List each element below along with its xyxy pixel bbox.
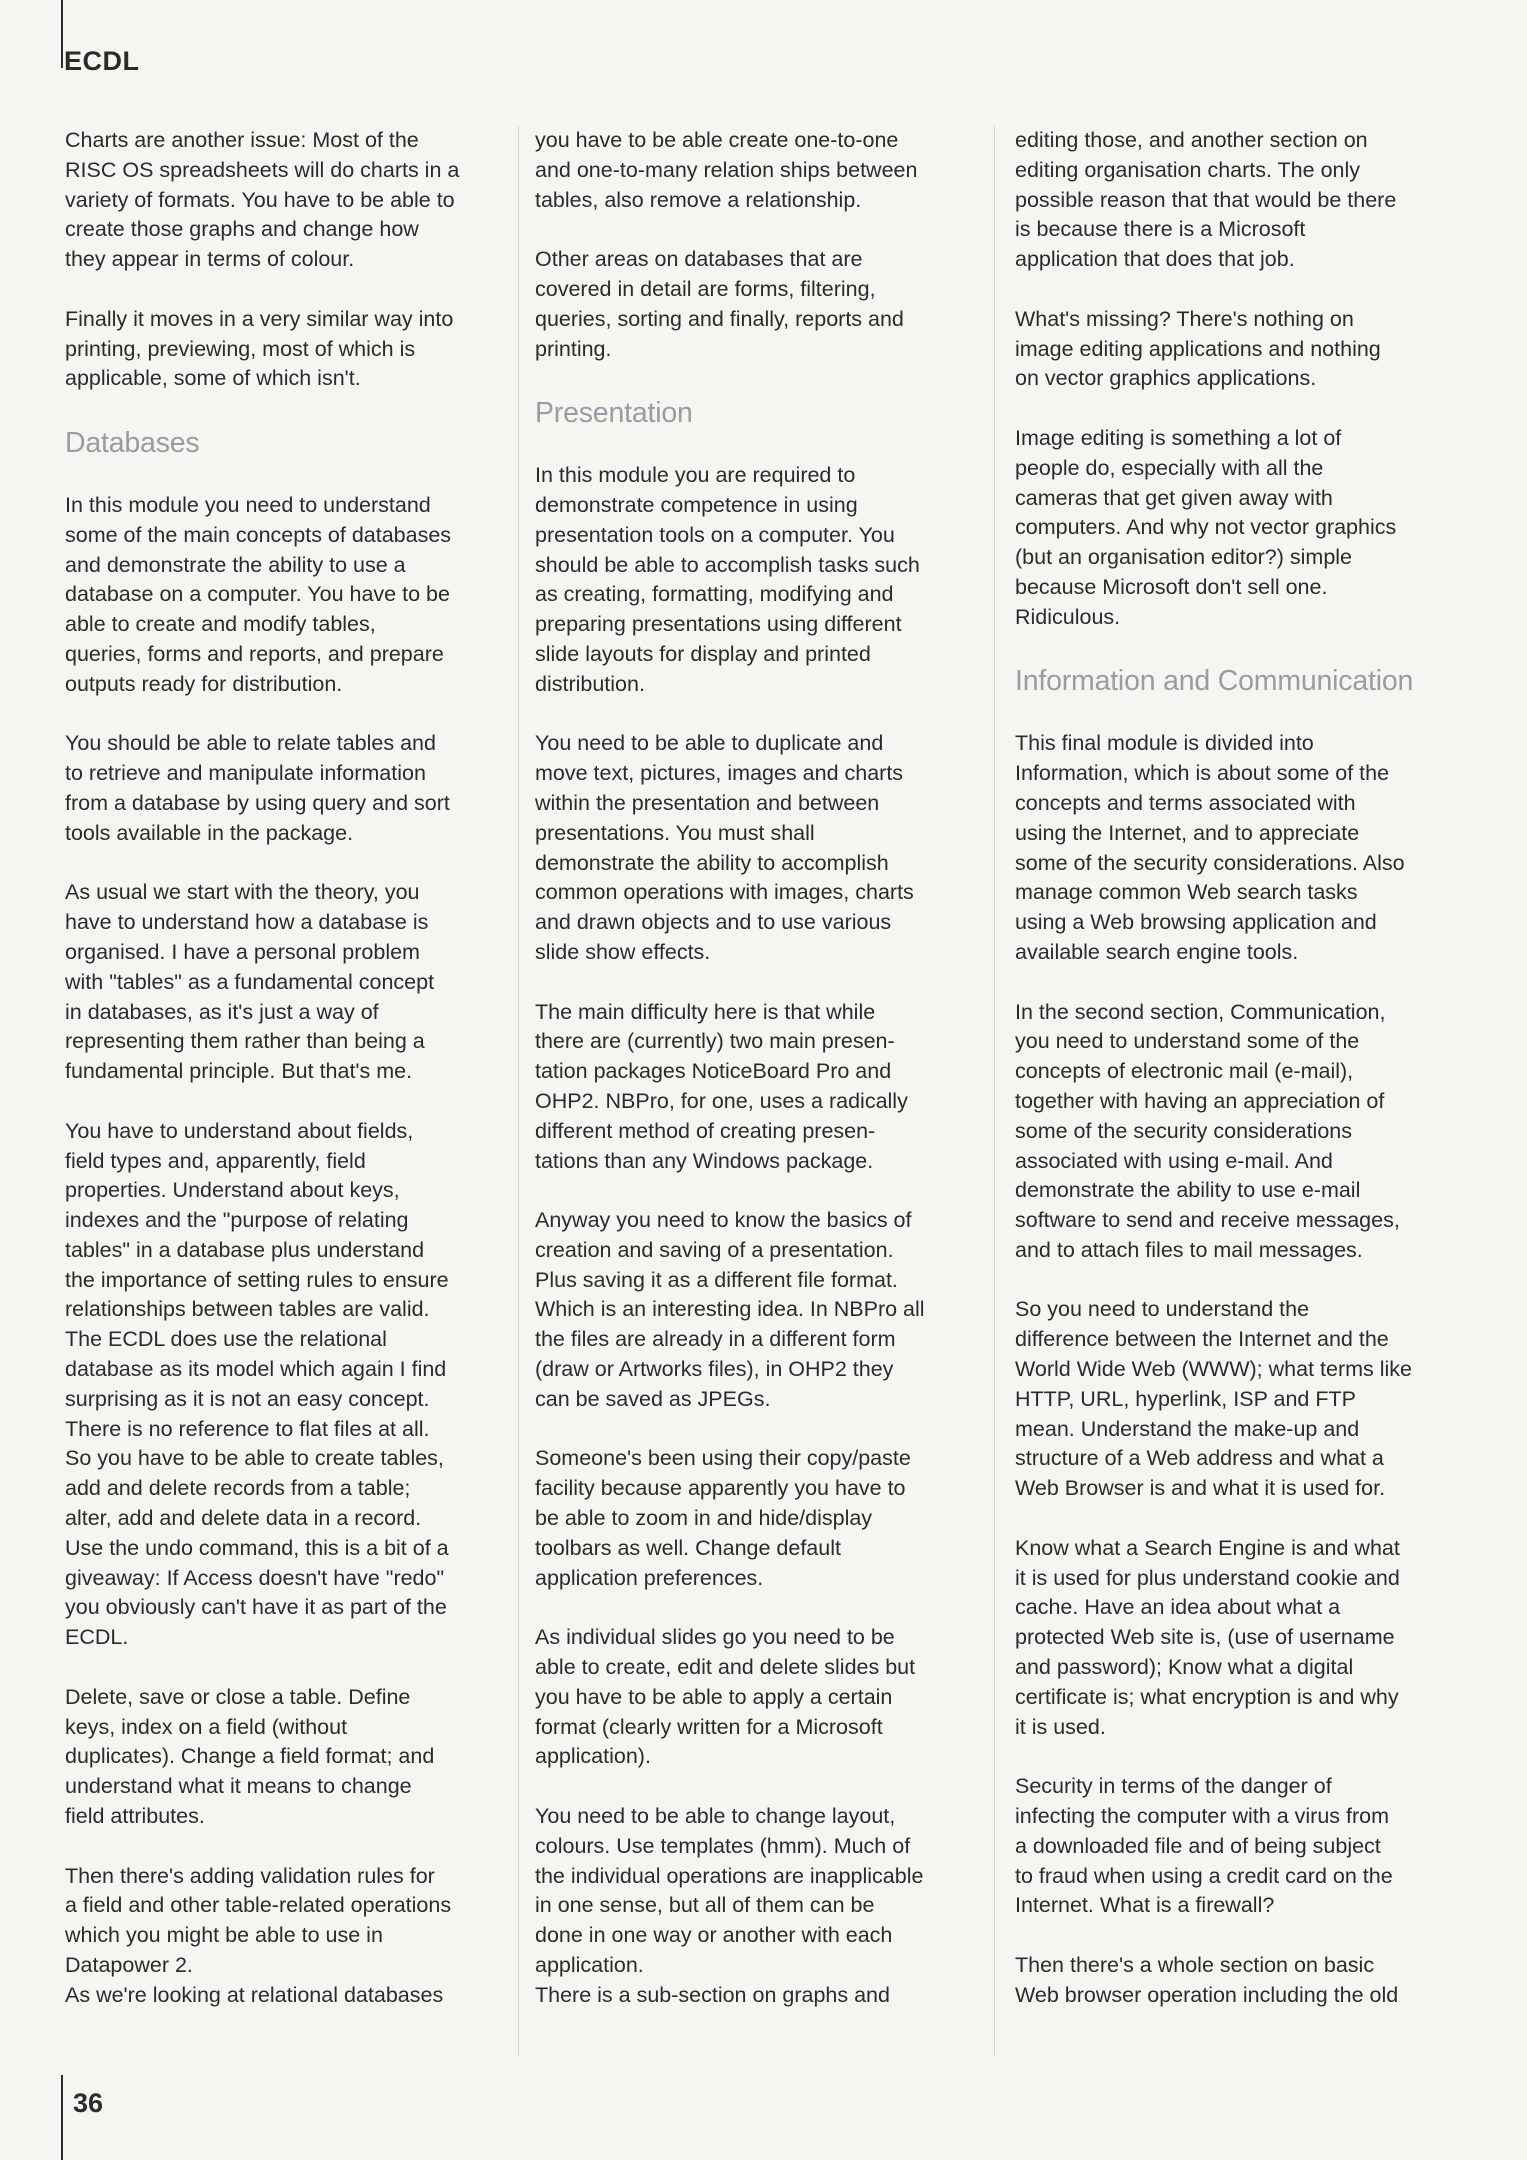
body-paragraph: In this module you need to understand some of the main concepts of databases and demonstrate the ability to use a database on a computer. You have to be able to create and modify tables, queries, forms and reports, and prepare outputs ready for distribution. <box>65 492 452 696</box>
body-paragraph: In this module you are required to demonstrate competence in using presentation tools on a computer. You should be able to accomplish tasks such as creating, formatting, modifying and preparing presentations using different slide layouts for display and printed distribution. <box>535 463 920 696</box>
body-paragraph: Delete, save or close a table. Define keys, index on a field (without duplicates). Change a field format; and understand what it means to change field attributes. <box>65 1684 435 1829</box>
body-paragraph: Finally it moves in a very similar way into printing, previewing, most of which is applicable, some of which isn't. <box>65 306 454 391</box>
running-header-title: ECDL <box>64 46 140 76</box>
body-paragraph: What's missing? There's nothing on image editing applications and nothing on vector graphics applications. <box>1015 306 1381 391</box>
body-paragraph: Know what a Search Engine is and what it is used for plus understand cookie and cache. Have an idea about what a protected Web site is, (use of username and password); Know what a digital certificate is; what encryption is and why it is used. <box>1015 1535 1400 1739</box>
body-paragraph: In the second section, Communication, you need to understand some of the concepts of electronic mail (e-mail), together with having an appreciation of some of the security considerations associated with using e-mail. And demonstrate the ability to use e-mail software to send and receive messages, and to attach files to mail messages. <box>1015 999 1400 1262</box>
body-paragraph: Image editing is something a lot of people do, especially with all the cameras that get given away with computers. And why not vector graphics (but an organisation editor?) simple because Microsoft don't sell one. Ridiculous. <box>1015 425 1397 629</box>
section-heading: Databases <box>65 426 200 459</box>
body-paragraph: Anyway you need to know the basics of creation and saving of a presentation. Plus saving it as a different file format. Which is an interesting idea. In NBPro all the files are already in a different form (draw or Artworks files), in OHP2 they can be saved as JPEGs. <box>535 1208 925 1411</box>
body-paragraph: As usual we start with the theory, you have to understand how a database is organised. I have a personal problem with "tables" as a fundamental concept in databases, as it's just a way of representing them rather than being a fundamental principle. But that's me. <box>65 880 435 1084</box>
body-paragraph: You should be able to relate tables and to retrieve and manipulate information from a database by using query and sort tools available in the package. <box>65 731 450 845</box>
body-paragraph: Someone's been using their copy/paste facility because apparently you have to be able to zoom in and hide/display toolbars as well. Change default application preferences. <box>535 1446 911 1590</box>
body-paragraph: You have to understand about fields, field types and, apparently, field properties. Understand about keys, indexes and the "purpose of relating tables" in a database plus understand the importance of setting rules to ensure relationships between tables are valid. The ECDL does use the relational database as its model which again I find surprising as it is not an easy concept. There is no reference to flat files at all. So you have to be able to create tables, add and delete records from a table; alter, add and delete data in a record. Use the undo command, this is a bit of a giveaway: If Access doesn't have "redo" you obviously can't have it as part of the ECDL. <box>65 1118 449 1650</box>
section-heading: Presentation <box>535 397 693 430</box>
body-paragraph: you have to be able create one-to-one and one-to-many relation ships between tables, also remove a relationship. <box>535 128 918 212</box>
page-number: 36 <box>73 2088 104 2118</box>
body-paragraph: Then there's adding validation rules for a field and other table-related operations which you might be able to use in Datapower 2. <box>65 1863 452 1978</box>
section-heading: Information and Communication <box>1015 665 1414 698</box>
body-paragraph: Then there's a whole section on basic Web browser operation including the old <box>1015 1953 1399 2007</box>
body-paragraph: Other areas on databases that are covered in detail are forms, filtering, queries, sorting and finally, reports and printing. <box>535 247 904 361</box>
body-paragraph: So you need to understand the difference between the Internet and the World Wide Web (WWW); what terms like HTTP, URL, hyperlink, ISP and FTP mean. Understand the make-up and structure of a Web address and what a Web Browser is and what it is used for. <box>1015 1297 1412 1501</box>
header-rule <box>61 0 63 68</box>
footer-rule <box>61 2075 63 2160</box>
body-paragraph: The main difficulty here is that while there are (currently) two main presen- tation packages NoticeBoard Pro and OHP2. NBPro, for one, uses a radically different method of creating presen- tations than any Windows package. <box>535 999 908 1173</box>
body-paragraph: editing those, and another section on editing organisation charts. The only possible reason that that would be there is because there is a Microsoft application that does that job. <box>1015 128 1397 272</box>
body-paragraph: Charts are another issue: Most of the RISC OS spreadsheets will do charts in a variety of formats. You have to be able to create those graphs and change how they appear in terms of colour. <box>65 128 460 272</box>
body-paragraph: As individual slides go you need to be able to create, edit and delete slides but you have to be able to apply a certain format (clearly written for a Microsoft application). <box>535 1625 916 1769</box>
text-column-3 <box>1015 126 1465 2040</box>
body-paragraph: You need to be able to duplicate and move text, pictures, images and charts within the presentation and between presentations. You must shall demonstrate the ability to accomplish common operations with images, charts and drawn objects and to use various slide show effects. <box>535 731 914 964</box>
body-paragraph: As we're looking at relational databases <box>65 1982 444 2007</box>
text-column-2 <box>535 126 990 2040</box>
body-paragraph: This final module is divided into Information, which is about some of the concepts and terms associated with using the Internet, and to appreciate some of the security considerations. Also manage common Web search tasks using a Web browsing application and available search engine tools. <box>1015 731 1405 964</box>
body-paragraph: You need to be able to change layout, colours. Use templates (hmm). Much of the individual operations are inapplicable in one sense, but all of them can be done in one way or another with each application. <box>535 1804 924 1978</box>
body-paragraph: Security in terms of the danger of infecting the computer with a virus from a downloaded file and of being subject to fraud when using a credit card on the Internet. What is a firewall? <box>1015 1774 1393 1918</box>
body-paragraph: There is a sub-section on graphs and <box>535 1982 890 2007</box>
column-divider <box>994 126 995 2056</box>
text-column-1 <box>65 126 520 2040</box>
